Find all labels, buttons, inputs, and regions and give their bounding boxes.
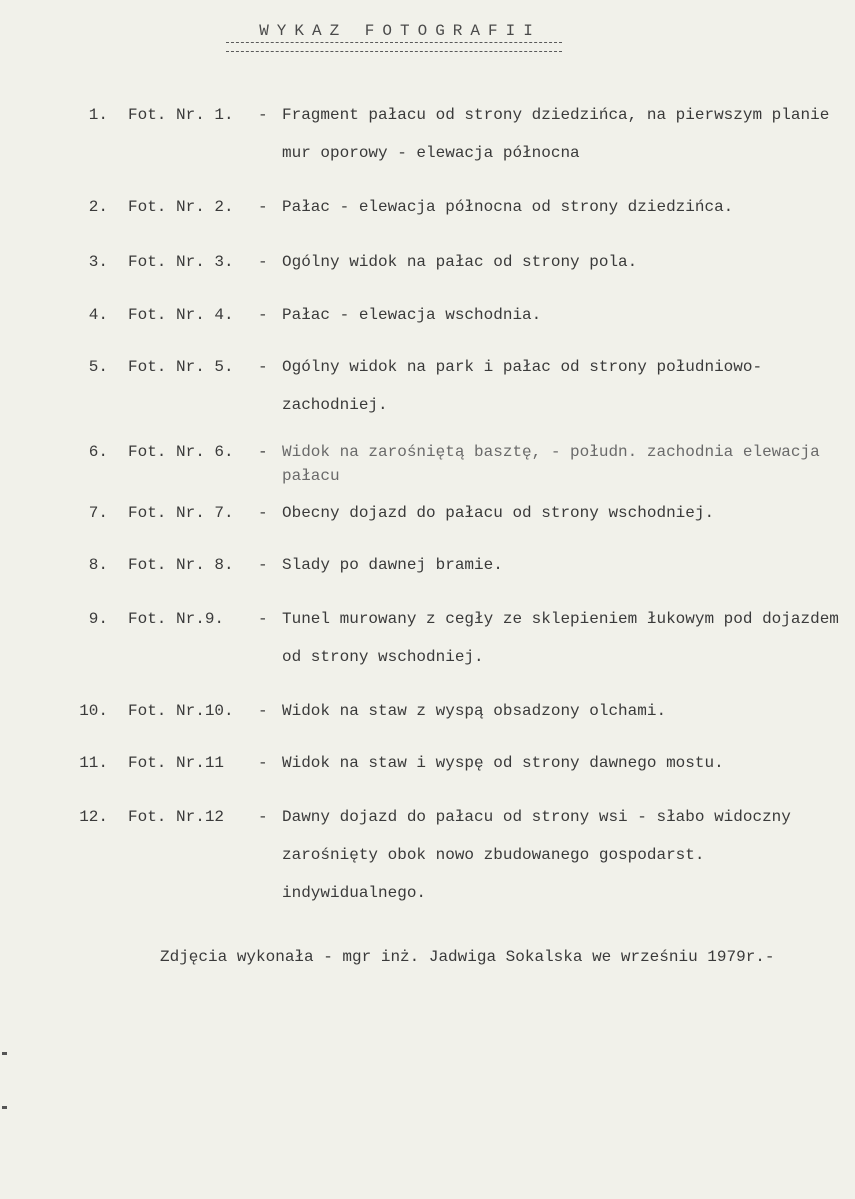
entry-dash: - — [258, 106, 268, 124]
scan-mark — [2, 1106, 7, 1109]
photo-description: Widok na zarośniętą basztę, - połudn. zachodnia elewacja pałacu — [282, 443, 820, 485]
photo-description: Pałac - elewacja północna od strony dziedzińca. — [282, 198, 734, 216]
entry-number: 5. — [88, 358, 108, 376]
entry-dash: - — [258, 702, 268, 720]
photo-description: Pałac - elewacja wschodnia. — [282, 306, 542, 324]
photo-description: Tunel murowany z cegły ze sklepieniem łukowym pod dojazdem od strony wschodniej. — [282, 610, 839, 666]
photo-description: Widok na staw i wyspę od strony dawnego mostu. — [282, 754, 724, 772]
entry-dash: - — [258, 556, 268, 574]
photo-number: Fot. Nr.11 — [128, 754, 225, 772]
scan-mark — [2, 1052, 7, 1055]
photo-number: Fot. Nr. 2. — [128, 198, 234, 216]
entry-number: 4. — [88, 306, 108, 324]
entry-dash: - — [258, 443, 268, 461]
photo-number: Fot. Nr. 3. — [128, 253, 234, 271]
entry-number: 12. — [79, 808, 108, 826]
entry-number: 11. — [79, 754, 108, 772]
photo-number: Fot. Nr. 6. — [128, 443, 234, 461]
photo-description: Dawny dojazd do pałacu od strony wsi - słabo widoczny zarośnięty obok nowo zbudowanego gospodarst. indywidualnego. — [282, 808, 791, 902]
entry-number: 2. — [88, 198, 108, 216]
title-underline — [226, 42, 562, 52]
entry-dash: - — [258, 358, 268, 376]
entry-dash: - — [258, 610, 268, 628]
entry-dash: - — [258, 198, 268, 216]
photo-description: Slady po dawnej bramie. — [282, 556, 503, 574]
entry-number: 3. — [88, 253, 108, 271]
entry-number: 8. — [88, 556, 108, 574]
photo-description: Fragment pałacu od strony dziedzińca, na pierwszym planie mur oporowy - elewacja północna — [282, 106, 830, 162]
photo-number: Fot. Nr.9. — [128, 610, 225, 628]
entry-dash: - — [258, 754, 268, 772]
entry-number: 6. — [88, 443, 108, 461]
entry-number: 9. — [88, 610, 108, 628]
entry-dash: - — [258, 504, 268, 522]
photo-description: Ogólny widok na pałac od strony pola. — [282, 253, 638, 271]
entry-dash: - — [258, 808, 268, 826]
photo-number: Fot. Nr. 5. — [128, 358, 234, 376]
entry-number: 7. — [88, 504, 108, 522]
photo-number: Fot. Nr.10. — [128, 702, 234, 720]
entry-dash: - — [258, 306, 268, 324]
photo-number: Fot. Nr. 8. — [128, 556, 234, 574]
photo-number: Fot. Nr. 1. — [128, 106, 234, 124]
photo-description: Obecny dojazd do pałacu od strony wschodniej. — [282, 504, 715, 522]
photo-description: Ogólny widok na park i pałac od strony południowo-zachodniej. — [282, 358, 763, 414]
photo-number: Fot. Nr. 7. — [128, 504, 234, 522]
photo-number: Fot. Nr.12 — [128, 808, 225, 826]
photo-credit: Zdjęcia wykonała - mgr inż. Jadwiga Sokalska we wrześniu 1979r.- — [160, 948, 775, 966]
entry-number: 1. — [88, 106, 108, 124]
entry-number: 10. — [79, 702, 108, 720]
document-title: WYKAZ FOTOGRAFII — [259, 22, 541, 40]
photo-description: Widok na staw z wyspą obsadzony olchami. — [282, 702, 667, 720]
entry-dash: - — [258, 253, 268, 271]
photo-number: Fot. Nr. 4. — [128, 306, 234, 324]
